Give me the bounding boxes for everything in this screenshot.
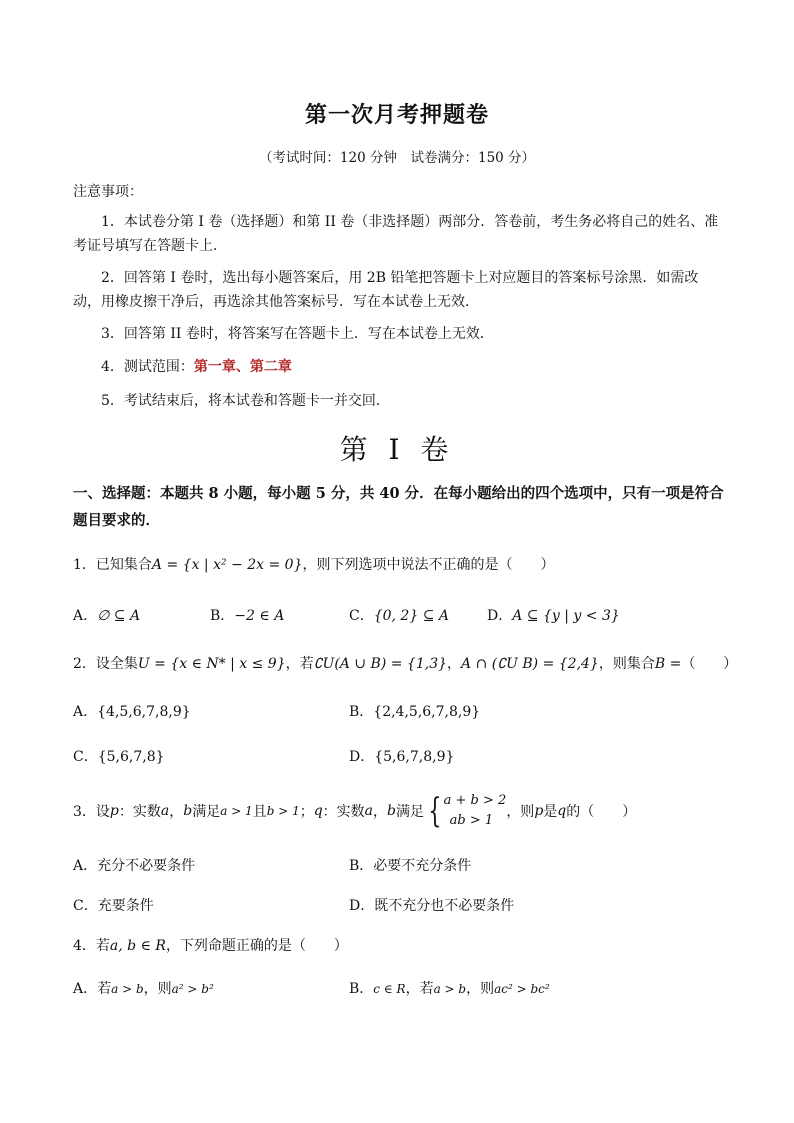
option-text: 既不充分也不必要条件 <box>374 898 515 914</box>
option-text: ∅ ⊆ A <box>97 608 141 624</box>
notice-heading: 注意事项： <box>73 184 143 200</box>
q4-option-b <box>349 978 550 998</box>
q4-stem-post: ，下列命题正确的是（ ） <box>165 938 348 954</box>
q3-var-b: b <box>387 803 396 819</box>
q2-stem-mid2: ， <box>447 656 462 672</box>
option-label: A． <box>73 608 98 624</box>
q3-var-q: q <box>313 803 323 819</box>
option-label: D． <box>349 749 375 765</box>
option-math: ac² > bc² <box>494 982 550 996</box>
q1-option-a <box>73 605 140 625</box>
question-3 <box>73 788 636 834</box>
option-label: B． <box>349 704 374 720</box>
notice-item-5: 5．考试结束后，将本试卷和答题卡一并交回． <box>101 393 390 409</box>
option-label: B． <box>349 858 374 874</box>
notice-item-1: 1．本试卷分第 I 卷（选择题）和第 II 卷（非选择题）两部分．答卷前，考生务必将自己的姓名、准考证号填写在答题卡上． <box>73 214 719 254</box>
option-text: {4,5,6,7,8,9} <box>97 704 191 720</box>
option-text: {5,6,7,8} <box>97 749 165 765</box>
q4-option-a <box>73 978 214 998</box>
option-text: A ⊆ {y | y < 3} <box>512 608 620 624</box>
q1-option-d <box>487 605 620 625</box>
q3-text: ：实数 <box>118 804 161 820</box>
question-2 <box>73 653 737 673</box>
option-label: B． <box>210 608 235 624</box>
option-math: a > b <box>433 982 467 996</box>
page-title: 第一次月考押题卷 <box>304 102 489 128</box>
q3-option-a <box>73 855 195 875</box>
q2-math-3: A ∩ (∁U B) = {2,4} <box>461 656 599 672</box>
option-text: 必要不充分条件 <box>373 858 472 874</box>
q2-math-1: U = {x ∈ N* | x ≤ 9} <box>137 656 286 672</box>
notice-item-2: 2．回答第 I 卷时，选出每小题答案后，用 2B 铅笔把答题卡上对应题目的答案标号涂黑．如需改动，用橡皮擦干净后，再选涂其他答案标号．写在本试卷上无效． <box>73 270 699 310</box>
q1-stem-pre: 1．已知集合 <box>73 557 152 573</box>
q3-var-p: p <box>109 803 119 819</box>
q3-option-c <box>73 895 154 915</box>
option-text: 充要条件 <box>97 898 154 914</box>
q3-text: ， <box>373 804 388 820</box>
option-label: C． <box>349 608 374 624</box>
q4-stem-pre: 4．若 <box>73 938 110 954</box>
option-text: {2,4,5,6,7,8,9} <box>373 704 481 720</box>
option-text: 若 <box>97 981 112 997</box>
q2-math-2: ∁U(A ∪ B) = {1,3} <box>313 656 448 672</box>
option-label: C． <box>73 898 98 914</box>
q3-var-a: a <box>364 803 374 819</box>
q3-text: ，则 <box>506 804 535 820</box>
option-text: ，则 <box>466 981 495 997</box>
q2-math-4: B = <box>654 656 682 672</box>
q3-cond-2: b > 1 <box>266 804 300 818</box>
notice-item-4 <box>101 355 292 379</box>
q3-text: ， <box>169 804 184 820</box>
question-1 <box>73 554 554 574</box>
q2-stem-mid: ，若 <box>285 656 314 672</box>
q3-var-a: a <box>160 803 170 819</box>
q1-math: A = {x | x² − 2x = 0} <box>151 557 303 573</box>
option-text: ，若 <box>405 981 434 997</box>
option-text: {0, 2} ⊆ A <box>373 608 449 624</box>
q3-text: 3．设 <box>73 804 110 820</box>
option-label: A． <box>73 981 98 997</box>
left-brace-icon: { <box>428 791 442 831</box>
option-label: C． <box>73 749 98 765</box>
q3-var-b: b <box>183 803 193 819</box>
option-text: 充分不必要条件 <box>97 858 196 874</box>
q3-option-d <box>349 895 514 915</box>
q3-text: 的（ ） <box>566 804 637 820</box>
q2-option-b <box>349 701 480 721</box>
option-label: A． <box>73 704 98 720</box>
question-4 <box>73 935 348 955</box>
volume-heading: 第 I 卷 <box>339 433 455 466</box>
q3-case-2: ab > 1 <box>449 813 494 828</box>
q3-case-1: a + b > 2 <box>443 793 507 808</box>
q2-stem-post: ，则集合 <box>598 656 655 672</box>
option-text: {5,6,7,8,9} <box>374 749 455 765</box>
option-math: c ∈ R <box>373 982 406 996</box>
q3-cond-1: a > 1 <box>220 804 253 818</box>
q3-option-b <box>349 855 471 875</box>
exam-subtitle: （考试时间：120 分钟 试卷满分：150 分） <box>258 150 536 166</box>
section-heading: 一、选择题：本题共 8 小题，每小题 5 分，共 40 分．在每小题给出的四个选项中，只有一项是符合题目要求的． <box>73 485 724 529</box>
q3-text: ； <box>299 804 314 820</box>
notice-item-3: 3．回答第 II 卷时，将答案写在答题卡上．写在本试卷上无效． <box>101 326 494 342</box>
option-label: A． <box>73 858 98 874</box>
q2-stem-end: （ ） <box>681 656 738 672</box>
q3-cases <box>444 791 507 831</box>
option-text: −2 ∈ A <box>234 608 285 624</box>
scope-label: 4．测试范围： <box>101 359 194 375</box>
q2-option-a <box>73 701 191 721</box>
option-label: B． <box>349 981 374 997</box>
q2-option-c <box>73 746 165 766</box>
scope-value: 第一章、第二章 <box>193 359 292 375</box>
q1-stem-post: ，则下列选项中说法不正确的是（ ） <box>302 557 555 573</box>
q2-stem-pre: 2．设全集 <box>73 656 138 672</box>
option-text: ，则 <box>143 981 172 997</box>
q3-var-p: p <box>534 803 544 819</box>
q1-option-c <box>349 605 449 625</box>
q2-option-d <box>349 746 454 766</box>
option-math: a > b <box>111 982 144 996</box>
option-label: D． <box>349 898 375 914</box>
q3-text: 是 <box>543 804 558 820</box>
q3-text: 且 <box>252 804 267 820</box>
q3-text: ：实数 <box>322 804 365 820</box>
q3-var-q: q <box>557 803 567 819</box>
q3-text: 满足 <box>396 804 424 820</box>
q1-option-b <box>210 605 284 625</box>
q4-math: a, b ∈ R <box>109 938 166 954</box>
q3-text: 满足 <box>192 804 221 820</box>
option-math: a² > b² <box>171 982 214 996</box>
option-label: D． <box>487 608 513 624</box>
